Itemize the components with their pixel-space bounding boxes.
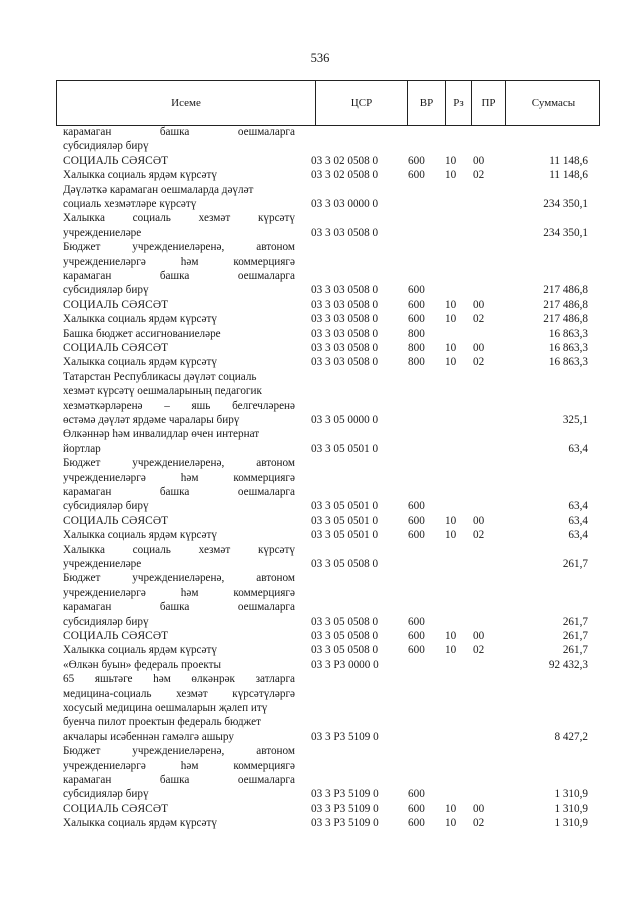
row-pr: 02: [473, 356, 485, 369]
row-csr: 03 3 05 0501 0: [311, 500, 379, 513]
table-row: [0, 803, 640, 817]
row-sum: 63,4: [568, 442, 588, 455]
row-rz: 10: [445, 802, 457, 815]
table-row: [0, 227, 640, 241]
table-row: [0, 126, 640, 140]
row-pr: 00: [473, 298, 485, 311]
row-csr: 03 3 05 0508 0: [311, 630, 379, 642]
table-row: [0, 371, 640, 385]
row-name: карамаган башка оешмаларга: [63, 486, 295, 498]
row-vr: 600: [408, 644, 425, 657]
row-sum: 261,7: [562, 615, 588, 628]
table-row: [0, 515, 640, 529]
row-csr: 03 3 02 0508 0: [311, 154, 379, 167]
row-pr: 02: [473, 644, 485, 657]
row-name: СОЦИАЛЬ СӘЯСӘТ: [63, 802, 169, 815]
row-csr: 03 3 P3 5109 0: [311, 788, 379, 801]
row-vr: 600: [408, 817, 425, 830]
row-csr: 03 3 03 0508 0: [311, 313, 379, 326]
table-row: [0, 500, 640, 514]
row-vr: 600: [408, 514, 425, 527]
table-row: [0, 817, 640, 831]
row-name: хезмәткәрләренә – яшь белгечләренә: [63, 399, 295, 412]
row-vr: 600: [408, 788, 425, 801]
row-vr: 600: [408, 284, 425, 297]
row-sum: 11 148,6: [549, 154, 588, 167]
row-name: учреждениеләргә һәм коммерциягә: [63, 586, 295, 599]
row-vr: 800: [408, 327, 425, 340]
row-name: субсидияләр бирү: [63, 615, 149, 628]
row-sum: 261,7: [562, 558, 588, 570]
row-name: акчалары исәбеннән гамәлгә ашыру: [63, 730, 234, 743]
row-rz: 10: [445, 342, 457, 354]
row-name: субсидияләр бирү: [63, 788, 149, 801]
table-row: [0, 212, 640, 226]
header-csr: ЦСР: [315, 81, 407, 125]
header-vr: ВР: [407, 81, 445, 125]
row-rz: 10: [445, 356, 457, 369]
row-pr: 02: [473, 529, 485, 542]
row-rz: 10: [445, 529, 457, 542]
row-name: Татарстан Республикасы дәүләт социаль: [63, 370, 257, 383]
row-name: Бюджет учреждениеләренә, автоном: [63, 457, 295, 470]
row-pr: 00: [473, 514, 485, 527]
table-row: [0, 616, 640, 630]
table-row: [0, 284, 640, 298]
row-name: социаль хезмәтләре күрсәтү: [63, 198, 197, 210]
row-pr: 02: [473, 817, 485, 830]
row-csr: 03 3 03 0508 0: [311, 327, 379, 340]
table-row: [0, 443, 640, 457]
row-sum: 92 432,3: [548, 658, 588, 671]
row-pr: 00: [473, 342, 485, 354]
table-row: [0, 169, 640, 183]
row-csr: 03 3 05 0508 0: [311, 558, 379, 570]
table-row: [0, 299, 640, 313]
row-sum: 1 310,9: [554, 817, 588, 830]
row-name: учреждениеләргә һәм коммерциягә: [63, 471, 295, 484]
row-vr: 600: [408, 630, 425, 642]
row-pr: 00: [473, 154, 485, 167]
row-rz: 10: [445, 514, 457, 527]
row-name: СОЦИАЛЬ СӘЯСӘТ: [63, 154, 169, 167]
table-row: [0, 472, 640, 486]
row-name: хосусый медицина оешмаларын җәлеп итү: [63, 702, 268, 714]
row-csr: 03 3 05 0501 0: [311, 442, 379, 455]
table-row: [0, 155, 640, 169]
row-csr: 03 3 03 0508 0: [311, 356, 379, 369]
row-csr: 03 3 05 0000 0: [311, 414, 379, 426]
row-name: карамаган башка оешмаларга: [63, 601, 295, 614]
row-sum: 16 863,3: [548, 356, 588, 369]
table-row: [0, 702, 640, 716]
row-name: Бюджет учреждениеләренә, автоном: [63, 745, 295, 758]
row-name: Халыкка социаль ярдәм күрсәтү: [63, 529, 217, 542]
row-sum: 234 350,1: [543, 198, 588, 210]
table-row: [0, 241, 640, 255]
row-sum: 8 427,2: [554, 730, 588, 743]
table-row: [0, 558, 640, 572]
table-row: [0, 457, 640, 471]
table-row: [0, 644, 640, 658]
row-rz: 10: [445, 154, 457, 167]
row-vr: 800: [408, 356, 425, 369]
table-row: [0, 313, 640, 327]
table-row: [0, 788, 640, 802]
row-sum: 261,7: [562, 630, 588, 642]
row-vr: 600: [408, 802, 425, 815]
row-sum: 63,4: [568, 514, 588, 527]
row-sum: 234 350,1: [543, 226, 588, 239]
row-pr: 02: [473, 313, 485, 326]
row-name: субсидияләр бирү: [63, 140, 149, 153]
row-name: СОЦИАЛЬ СӘЯСӘТ: [63, 342, 169, 354]
row-vr: 600: [408, 154, 425, 167]
table-row: [0, 428, 640, 442]
row-rz: 10: [445, 313, 457, 326]
row-name: Халыкка социаль ярдәм күрсәтү: [63, 356, 217, 369]
row-name: учреждениеләргә һәм коммерциягә: [63, 759, 295, 772]
row-csr: 03 3 P3 5109 0: [311, 730, 379, 743]
row-vr: 600: [408, 529, 425, 542]
row-sum: 16 863,3: [548, 327, 588, 340]
row-vr: 600: [408, 298, 425, 311]
table-row: [0, 256, 640, 270]
table-row: [0, 572, 640, 586]
row-csr: 03 3 03 0000 0: [311, 198, 379, 210]
row-pr: 00: [473, 630, 485, 642]
header-rz: Рз: [445, 81, 471, 125]
row-csr: 03 3 05 0508 0: [311, 644, 379, 657]
table-row: [0, 688, 640, 702]
table-header: [56, 80, 600, 126]
row-sum: 217 486,8: [543, 284, 588, 297]
row-csr: 03 3 P3 0000 0: [311, 658, 379, 671]
row-name: Халыкка социаль хезмәт күрсәтү: [63, 212, 295, 225]
table-row: [0, 198, 640, 212]
table-row: [0, 328, 640, 342]
row-name: карамаган башка оешмаларга: [63, 126, 295, 138]
header-sum: Суммасы: [505, 81, 601, 125]
row-name: медицина-социаль хезмәт күрсәтүләргә: [63, 687, 295, 700]
row-name: субсидияләр бирү: [63, 500, 149, 513]
header-pr: ПР: [471, 81, 505, 125]
row-csr: 03 3 05 0508 0: [311, 615, 379, 628]
row-csr: 03 3 02 0508 0: [311, 169, 379, 182]
row-name: 65 яшьтәге һәм өлкәнрәк затларга: [63, 673, 295, 686]
row-sum: 63,4: [568, 529, 588, 542]
row-name: карамаган башка оешмаларга: [63, 270, 295, 282]
row-name: Башка бюджет ассигнованиеләре: [63, 327, 221, 340]
row-csr: 03 3 03 0508 0: [311, 342, 379, 354]
row-name: өстәмә дәүләт ярдәме чаралары бирү: [63, 414, 240, 426]
row-name: Өлкәннәр һәм инвалидлар өчен интернат: [63, 428, 260, 441]
row-name: учреждениеләре: [63, 558, 142, 570]
table-row: [0, 400, 640, 414]
page-number: 536: [310, 51, 330, 65]
row-rz: 10: [445, 169, 457, 182]
row-sum: 217 486,8: [543, 298, 588, 311]
row-csr: 03 3 05 0501 0: [311, 514, 379, 527]
row-rz: 10: [445, 644, 457, 657]
row-name: СОЦИАЛЬ СӘЯСӘТ: [63, 630, 169, 642]
row-name: Дәүләткә карамаган оешмаларда дәүләт: [63, 183, 254, 196]
table-row: [0, 342, 640, 356]
table-row: [0, 587, 640, 601]
row-name: учреждениеләргә һәм коммерциягә: [63, 255, 295, 268]
row-name: Бюджет учреждениеләренә, автоном: [63, 241, 295, 254]
row-vr: 600: [408, 615, 425, 628]
row-name: учреждениеләре: [63, 226, 142, 239]
row-name: СОЦИАЛЬ СӘЯСӘТ: [63, 298, 169, 311]
row-csr: 03 3 P3 5109 0: [311, 817, 379, 830]
row-name: йортлар: [63, 442, 101, 455]
row-name: Бюджет учреждениеләренә, автоном: [63, 572, 295, 585]
table-row: [0, 529, 640, 543]
row-pr: 00: [473, 802, 485, 815]
row-csr: 03 3 03 0508 0: [311, 284, 379, 297]
row-rz: 10: [445, 298, 457, 311]
table-row: [0, 716, 640, 730]
row-sum: 217 486,8: [543, 313, 588, 326]
row-name: Халыкка социаль ярдәм күрсәтү: [63, 313, 217, 326]
row-pr: 02: [473, 169, 485, 182]
table-row: [0, 140, 640, 154]
row-name: Халыкка социаль ярдәм күрсәтү: [63, 644, 217, 657]
table-row: [0, 673, 640, 687]
row-name: буенча пилот проектын федераль бюджет: [63, 716, 261, 729]
header-name: Исеме: [171, 97, 201, 109]
row-rz: 10: [445, 630, 457, 642]
row-name: Халыкка социаль хезмәт күрсәтү: [63, 543, 295, 556]
table-row: [0, 745, 640, 759]
row-name: хезмәт күрсәтү оешмаларының педагогик: [63, 385, 262, 398]
row-sum: 1 310,9: [554, 788, 588, 801]
row-name: Халыкка социаль ярдәм күрсәтү: [63, 169, 217, 182]
row-sum: 261,7: [562, 644, 588, 657]
row-csr: 03 3 03 0508 0: [311, 298, 379, 311]
row-vr: 800: [408, 342, 425, 354]
row-name: карамаган башка оешмаларга: [63, 774, 295, 786]
row-csr: 03 3 05 0501 0: [311, 529, 379, 542]
row-sum: 16 863,3: [548, 342, 588, 354]
table-row: [0, 486, 640, 500]
row-name: Халыкка социаль ярдәм күрсәтү: [63, 817, 217, 830]
table-row: [0, 270, 640, 284]
row-name: «Өлкән буын» федераль проекты: [63, 658, 222, 671]
table-row: [0, 414, 640, 428]
row-sum: 11 148,6: [549, 169, 588, 182]
row-sum: 325,1: [562, 414, 588, 426]
table-row: [0, 731, 640, 745]
table-row: [0, 385, 640, 399]
row-name: СОЦИАЛЬ СӘЯСӘТ: [63, 514, 169, 527]
row-sum: 1 310,9: [554, 802, 588, 815]
table-row: [0, 356, 640, 370]
table-row: [0, 659, 640, 673]
row-vr: 600: [408, 169, 425, 182]
table-row: [0, 760, 640, 774]
row-csr: 03 3 03 0508 0: [311, 226, 379, 239]
row-csr: 03 3 P3 5109 0: [311, 802, 379, 815]
table-row: [0, 184, 640, 198]
row-vr: 600: [408, 500, 425, 513]
row-vr: 600: [408, 313, 425, 326]
table-row: [0, 601, 640, 615]
table-row: [0, 630, 640, 644]
row-rz: 10: [445, 817, 457, 830]
row-sum: 63,4: [568, 500, 588, 513]
table-row: [0, 544, 640, 558]
row-name: субсидияләр бирү: [63, 284, 149, 297]
table-row: [0, 774, 640, 788]
